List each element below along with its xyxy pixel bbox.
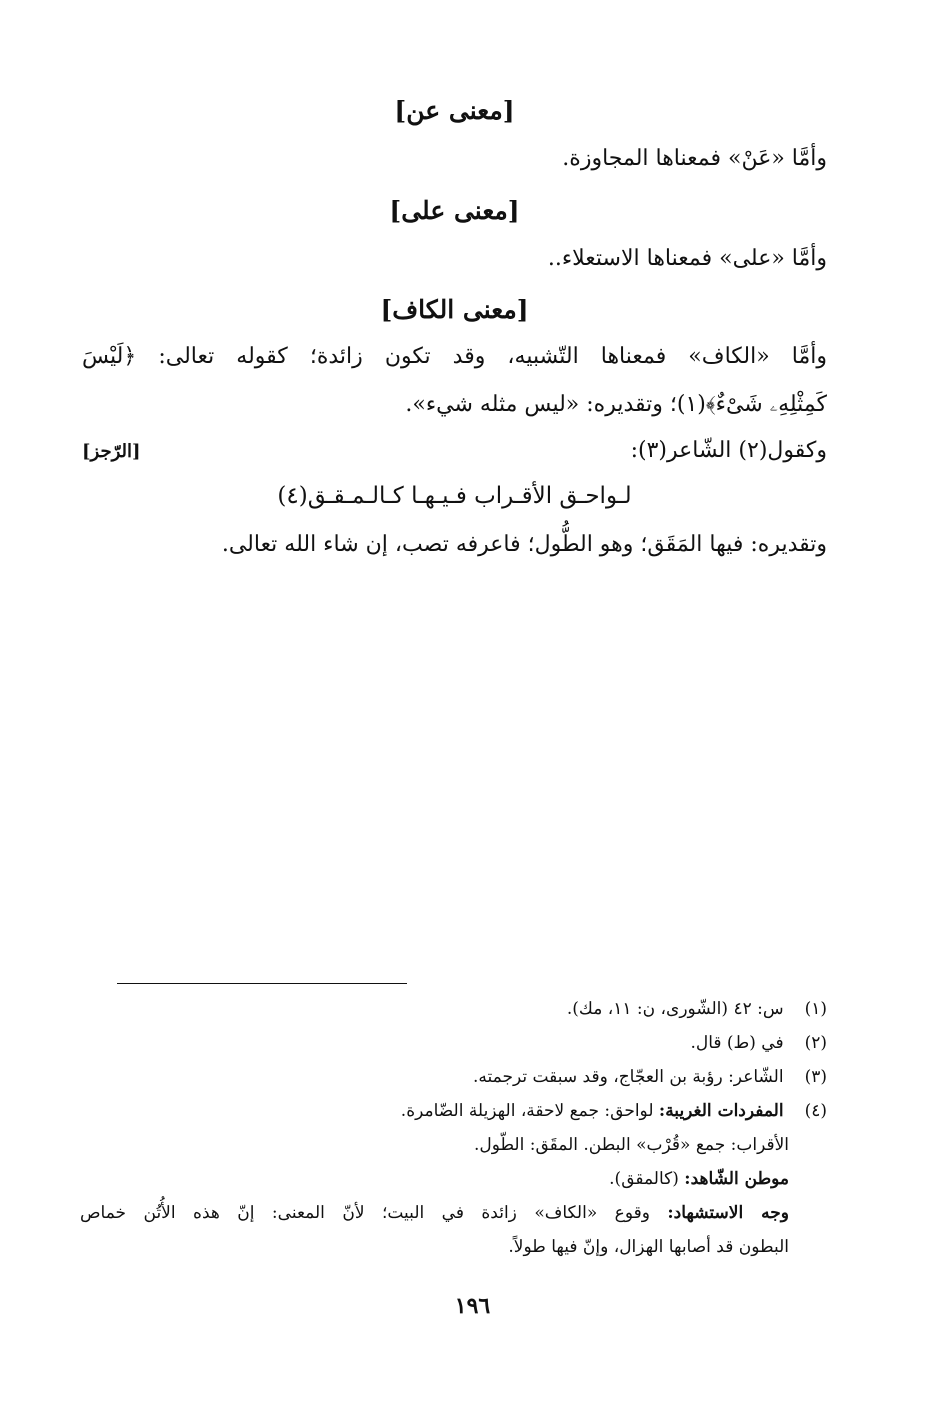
footnote-number: (٢) bbox=[804, 1033, 827, 1053]
footnote-4-line-3 bbox=[82, 1169, 789, 1189]
paragraph-closing: وتقديره: فيها المَقَق؛ وهو الطُّول؛ فاعرفه تصب، إن شاء الله تعالى. bbox=[221, 532, 827, 557]
section-heading-ala: [معنى على] bbox=[389, 196, 520, 225]
footnote-4-line-2: الأقراب: جمع «قُرْب» البطن. المقَق: الطّول. bbox=[473, 1135, 789, 1155]
footnote-text: لواحق: جمع لاحقة، الهزيلة الضّامرة. bbox=[400, 1101, 659, 1121]
poetry-verse: لـواحـق الأقـراب فـيـهـا كـالـمـقـق(٤) bbox=[277, 483, 632, 509]
section-heading-kaf: [معنى الكاف] bbox=[380, 295, 529, 324]
footnote-3 bbox=[82, 1067, 827, 1087]
footnote-number: (١) bbox=[804, 999, 827, 1019]
poet-intro-line: وكقول(٢) الشّاعر(٣): bbox=[630, 438, 827, 463]
footnote-2 bbox=[82, 1033, 827, 1053]
footnote-number: (٣) bbox=[804, 1067, 827, 1087]
paragraph-kaf-line-1: وأمَّا «الكاف» فمعناها التّشبيه، وقد تكون زائدة؛ كقوله تعالى: ﴿لَيْسَ bbox=[82, 344, 827, 369]
footnote-number: (٤) bbox=[804, 1101, 827, 1121]
footnote-text: في (ط) قال. bbox=[690, 1033, 784, 1053]
footnote-4-line-5: البطون قد أصابها الهزال، وإنّ فيها طولاً. bbox=[508, 1237, 789, 1257]
paragraph-an: وأمَّا «عَنْ» فمعناها المجاوزة. bbox=[562, 146, 827, 171]
paragraph-ala: وأمَّا «على» فمعناها الاستعلاء.. bbox=[547, 246, 827, 271]
footnote-label-evidence: وجه الاستشهاد: bbox=[667, 1203, 789, 1223]
section-heading-an: [معنى عن] bbox=[394, 96, 515, 125]
footnote-label-place: موطن الشّاهد: bbox=[684, 1169, 789, 1189]
footnote-label-vocab: المفردات الغريبة: bbox=[658, 1101, 784, 1121]
paragraph-kaf-line-2: كَمِثْلِهِۦ شَىْءٌ﴾(١)؛ وتقديره: «ليس مثله شيء». bbox=[405, 392, 827, 417]
page-number: ١٩٦ bbox=[454, 1293, 491, 1319]
meter-label: [الرّجز] bbox=[82, 441, 141, 462]
footnote-text: (كالمقق). bbox=[609, 1169, 685, 1189]
footnote-1 bbox=[82, 999, 827, 1019]
footnote-text: وقوع «الكاف» زائدة في البيت؛ لأنّ المعنى: إنّ هذه الأُتُن خماص bbox=[80, 1203, 668, 1223]
footnote-4 bbox=[82, 1101, 827, 1121]
footnote-text: س: ٤٢ (الشّورى، ن: ١١، مك). bbox=[566, 999, 784, 1019]
footnote-4-line-4 bbox=[80, 1203, 789, 1223]
footnotes bbox=[82, 0, 827, 1417]
footnote-text: الشّاعر: رؤبة بن العجّاج، وقد سبقت ترجمته. bbox=[472, 1067, 784, 1087]
